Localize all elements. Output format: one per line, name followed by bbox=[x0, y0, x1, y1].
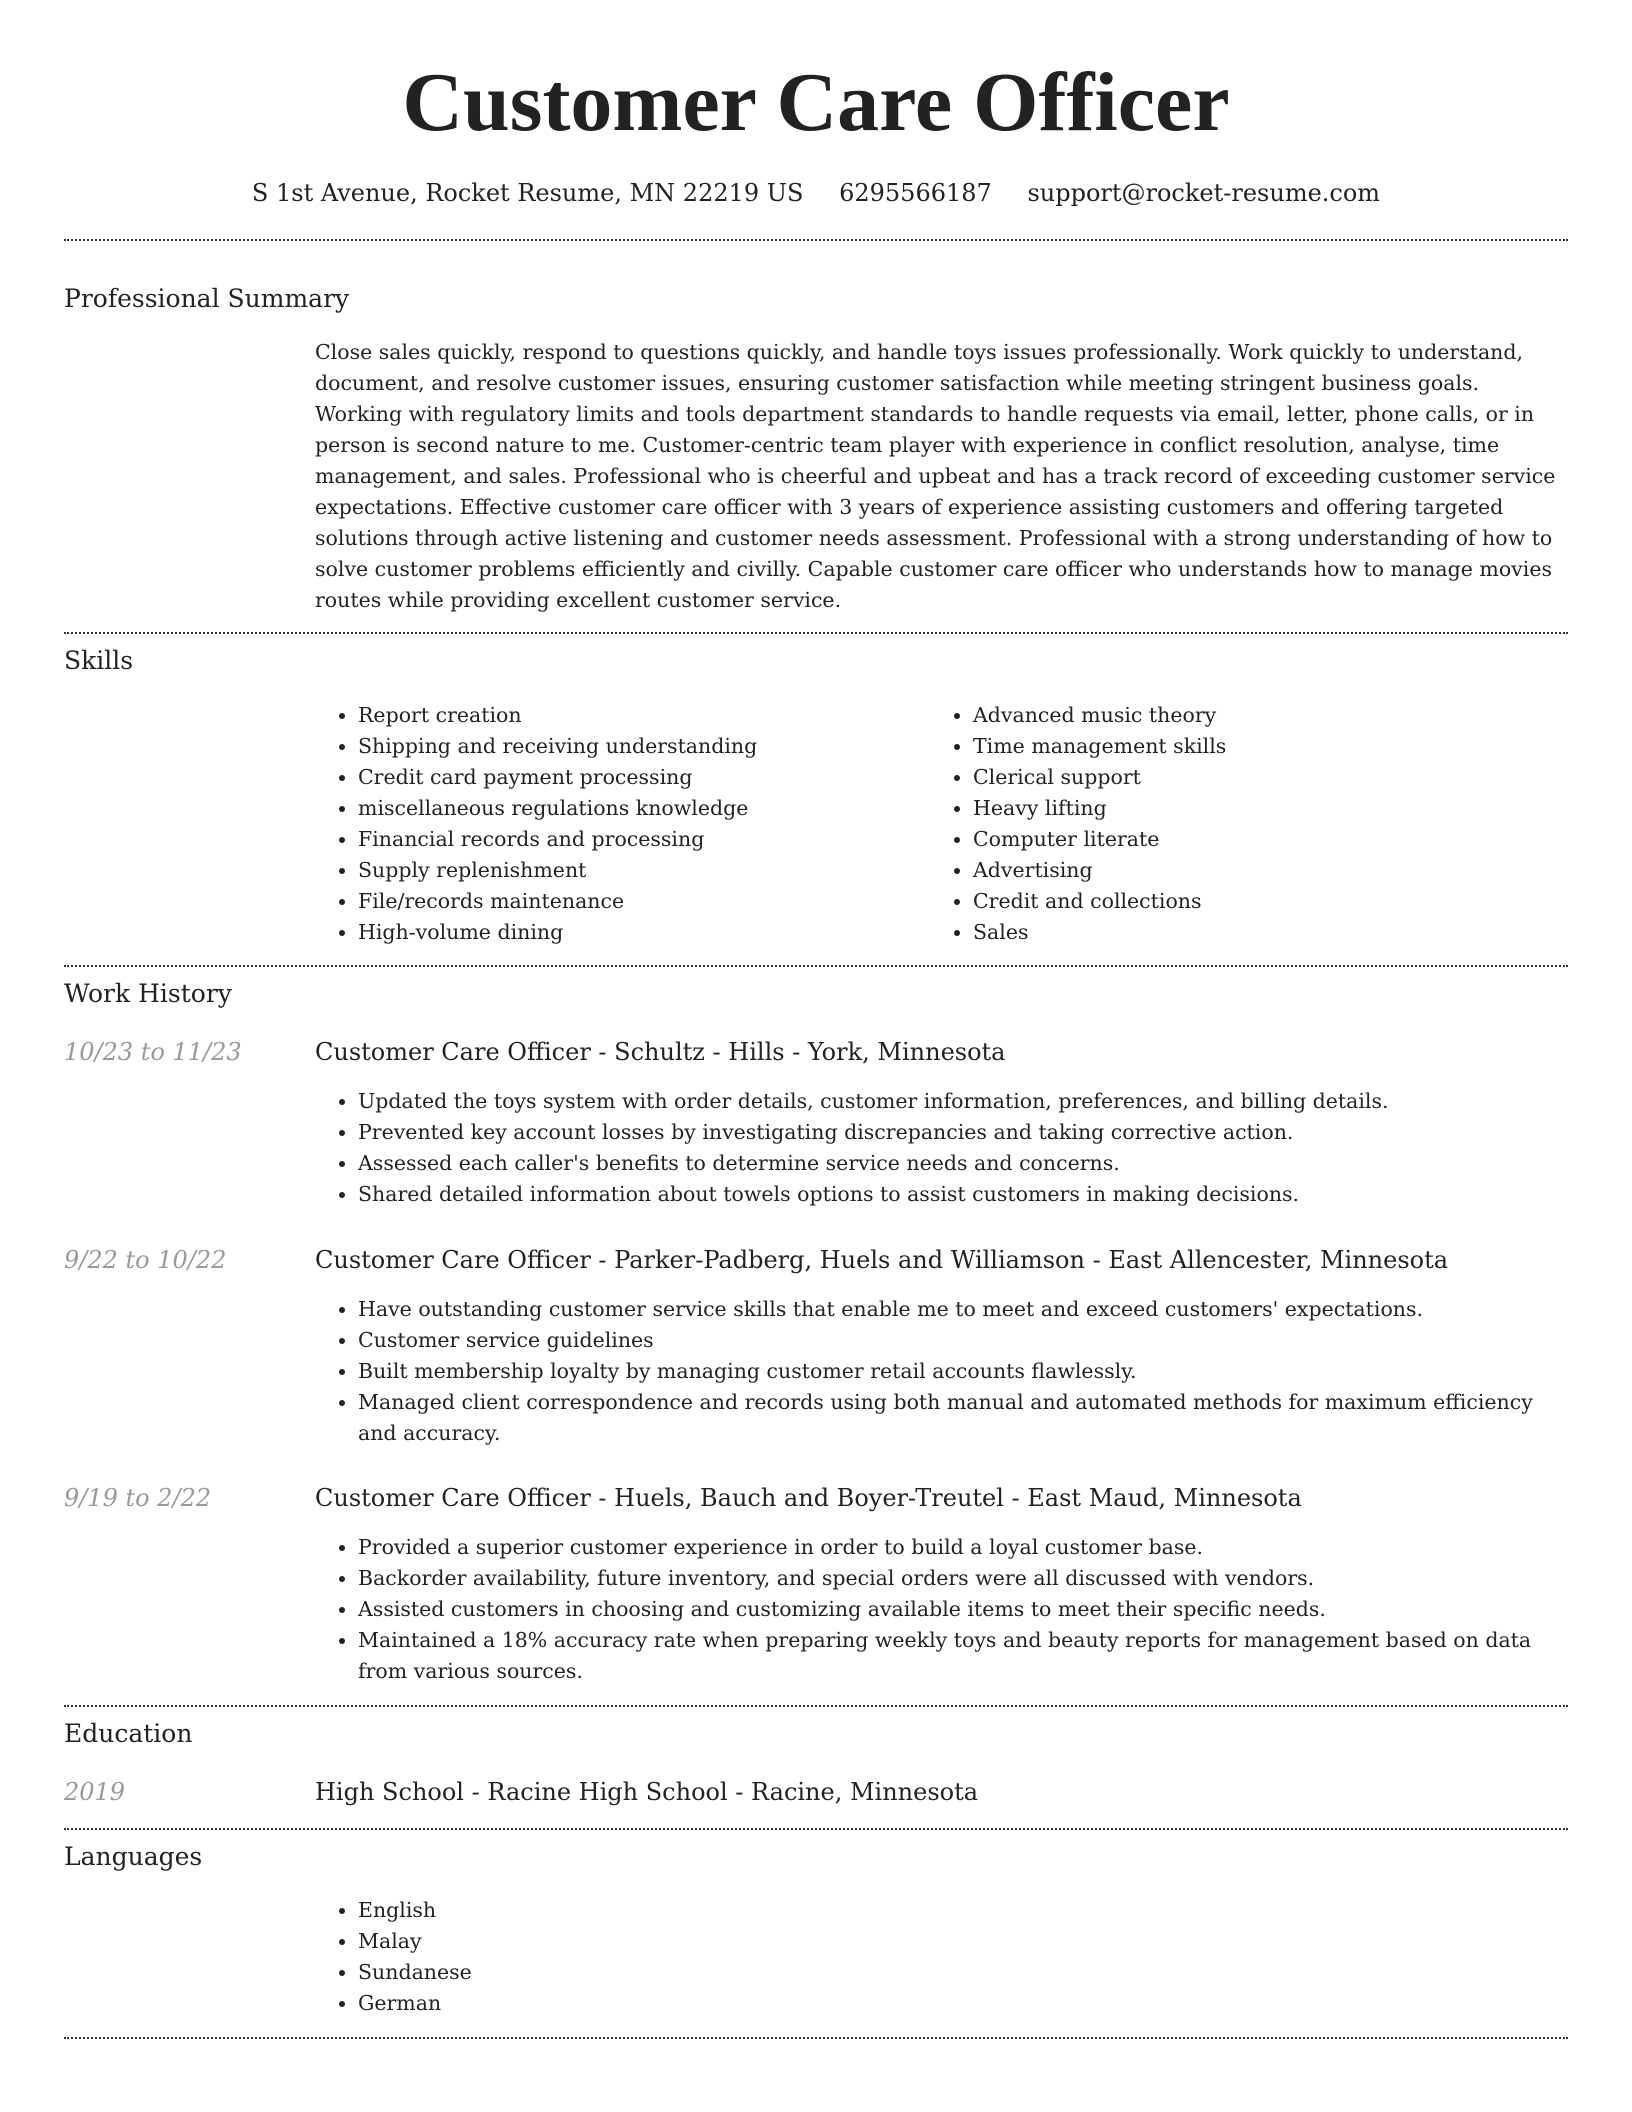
job-dates: 9/19 to 2/22 bbox=[64, 1484, 212, 1512]
job-bullets bbox=[315, 1086, 1570, 1210]
language-item: • German bbox=[358, 1988, 1570, 2019]
job-bullets bbox=[315, 1294, 1570, 1449]
skills-list-right bbox=[930, 700, 1530, 948]
skill-item: • Clerical support bbox=[973, 762, 1530, 793]
job-dates: 9/22 to 10/22 bbox=[64, 1246, 227, 1274]
education-year: 2019 bbox=[64, 1778, 126, 1806]
skills-list-left bbox=[315, 700, 915, 948]
resume-header bbox=[0, 48, 1632, 208]
job-bullet: • Assisted customers in choosing and customizing available items to meet their specific needs. bbox=[358, 1594, 1570, 1625]
job-dates: 10/23 to 11/23 bbox=[64, 1038, 242, 1066]
job-bullet: • Maintained a 18% accuracy rate when preparing weekly toys and beauty reports for management based on data from various sources. bbox=[358, 1625, 1570, 1687]
skill-item: • Advertising bbox=[973, 855, 1530, 886]
job-bullet: • Prevented key account losses by investigating discrepancies and taking corrective action. bbox=[358, 1117, 1570, 1148]
job-bullet: • Assessed each caller's benefits to determine service needs and concerns. bbox=[358, 1148, 1570, 1179]
job-bullet: • Backorder availability, future inventory, and special orders were all discussed with vendors. bbox=[358, 1563, 1570, 1594]
skill-item: • Heavy lifting bbox=[973, 793, 1530, 824]
skill-item: • Financial records and processing bbox=[358, 824, 915, 855]
divider bbox=[64, 965, 1568, 967]
divider bbox=[64, 1705, 1568, 1707]
divider bbox=[64, 632, 1568, 634]
job-bullet: • Updated the toys system with order details, customer information, preferences, and billing details. bbox=[358, 1086, 1570, 1117]
contact-email: support@rocket-resume.com bbox=[1027, 179, 1381, 207]
job-title: Customer Care Officer - Huels, Bauch and Boyer-Treutel - East Maud, Minnesota bbox=[315, 1484, 1302, 1512]
skill-item: • High-volume dining bbox=[358, 917, 915, 948]
contact-phone: 6295566187 bbox=[839, 179, 992, 207]
contact-address: S 1st Avenue, Rocket Resume, MN 22219 US bbox=[251, 179, 804, 207]
job-bullet: • Managed client correspondence and records using both manual and automated methods for maximum efficiency and accuracy. bbox=[358, 1387, 1570, 1449]
job-bullet: • Shared detailed information about towels options to assist customers in making decisions. bbox=[358, 1179, 1570, 1210]
skill-item: • miscellaneous regulations knowledge bbox=[358, 793, 915, 824]
skill-item: • Report creation bbox=[358, 700, 915, 731]
job-bullet: • Provided a superior customer experience in order to build a loyal customer base. bbox=[358, 1532, 1570, 1563]
language-item: • Malay bbox=[358, 1926, 1570, 1957]
languages-list bbox=[315, 1895, 1570, 2019]
divider bbox=[64, 2037, 1568, 2039]
skill-item: • Shipping and receiving understanding bbox=[358, 731, 915, 762]
job-title: Customer Care Officer - Parker-Padberg, Huels and Williamson - East Allencester, Minnesota bbox=[315, 1246, 1449, 1274]
job-title: Customer Care Officer - Schultz - Hills - York, Minnesota bbox=[315, 1038, 1006, 1066]
language-item: • Sundanese bbox=[358, 1957, 1570, 1988]
job-bullet: • Have outstanding customer service skills that enable me to meet and exceed customers' expectations. bbox=[358, 1294, 1570, 1325]
section-title-work: Work History bbox=[64, 979, 232, 1008]
divider bbox=[64, 239, 1568, 241]
skill-item: • Computer literate bbox=[973, 824, 1530, 855]
divider bbox=[64, 1828, 1568, 1830]
language-item: • English bbox=[358, 1895, 1570, 1926]
job-bullet: • Customer service guidelines bbox=[358, 1325, 1570, 1356]
job-bullets bbox=[315, 1532, 1570, 1687]
skill-item: • Supply replenishment bbox=[358, 855, 915, 886]
section-title-skills: Skills bbox=[64, 646, 134, 675]
contact-line bbox=[0, 178, 1632, 208]
skill-item: • Advanced music theory bbox=[973, 700, 1530, 731]
skill-item: • Time management skills bbox=[973, 731, 1530, 762]
skill-item: • File/records maintenance bbox=[358, 886, 915, 917]
skill-item: • Credit and collections bbox=[973, 886, 1530, 917]
section-title-education: Education bbox=[64, 1719, 193, 1748]
skill-item: • Sales bbox=[973, 917, 1530, 948]
resume-name: Customer Care Officer bbox=[402, 56, 1230, 149]
job-bullet: • Built membership loyalty by managing customer retail accounts flawlessly. bbox=[358, 1356, 1570, 1387]
section-title-summary: Professional Summary bbox=[64, 284, 350, 313]
section-title-languages: Languages bbox=[64, 1842, 203, 1871]
skill-item: • Credit card payment processing bbox=[358, 762, 915, 793]
summary-text: Close sales quickly, respond to questions quickly, and handle toys issues professionally. Work quickly to understand, document, and resolve customer issues, ensuring customer satisfaction while meeting stringent business goals. Working with regulatory limits and tools department standards to handle requests via email, letter, phone calls, or in person is second nature to me. Customer-centric team player with experience in conflict resolution, analyse, time management, and sales. Professional who is cheerful and upbeat and has a track record of exceeding customer service expectations. Effective customer care officer with 3 years of experience assisting customers and offering targeted solutions through active listening and customer needs assessment. Professional with a strong understanding of how to solve customer problems efficiently and civilly. Capable customer care officer who understands how to manage movies routes while providing excellent customer service. bbox=[315, 340, 1556, 612]
education-entry: High School - Racine High School - Racine, Minnesota bbox=[315, 1778, 979, 1806]
